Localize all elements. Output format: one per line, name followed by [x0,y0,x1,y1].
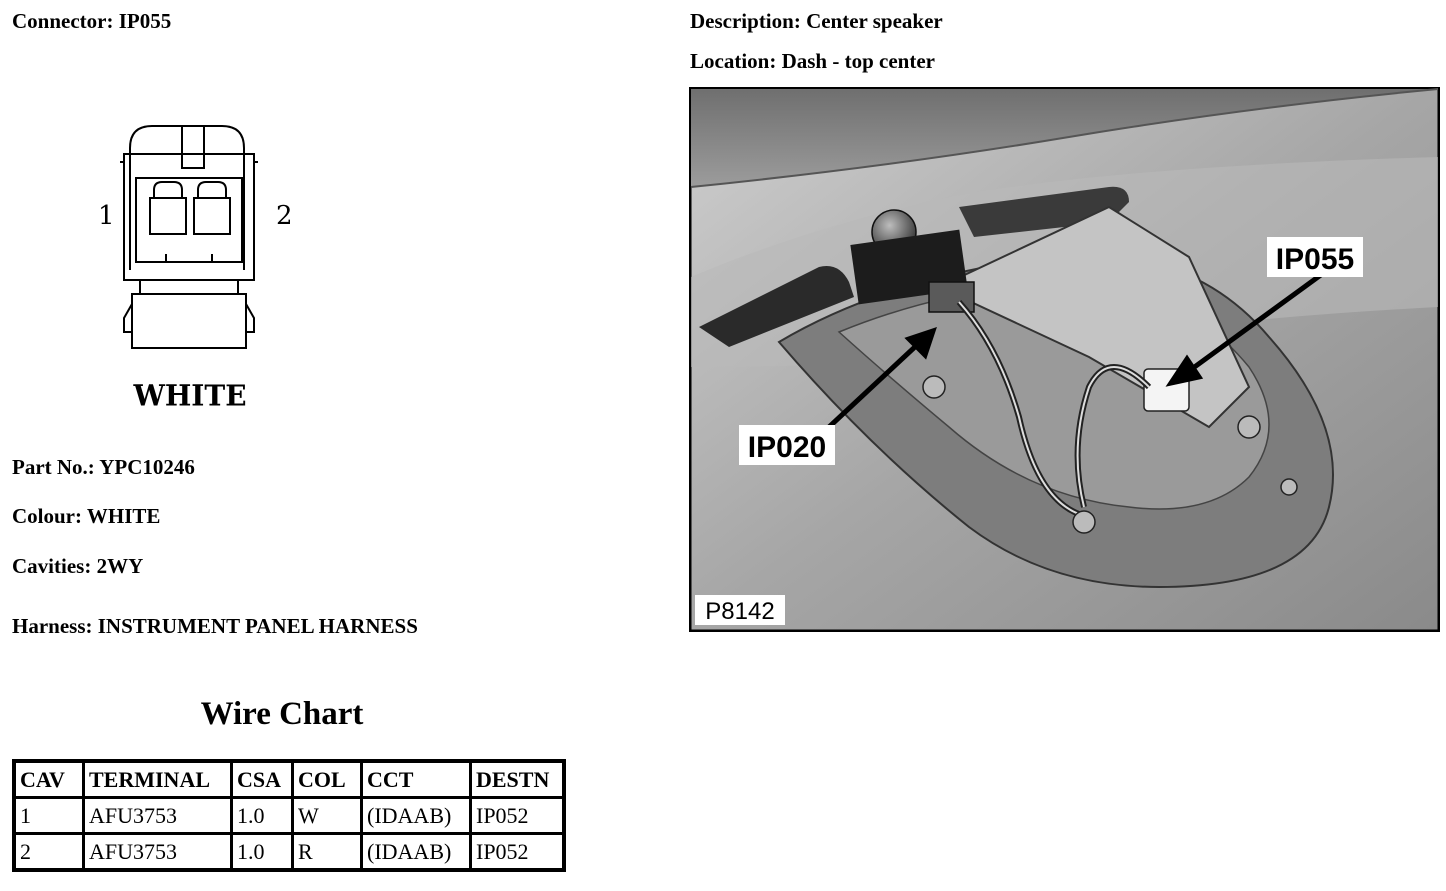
connector-diagram [80,118,320,408]
header-col: COL [293,761,362,798]
cell-terminal: AFU3753 [84,834,232,871]
cell-terminal: AFU3753 [84,798,232,834]
callout-ip020-text: IP020 [747,431,827,464]
location-photo [689,87,1440,632]
callout-ip055-text: IP055 [1275,243,1355,276]
cavities-label: Cavities: 2WY [12,554,144,578]
description-label: Description: Center speaker [690,9,943,33]
callout-ip055 [1267,237,1363,277]
callout-ip020 [739,425,835,465]
figure-id-text: P8142 [705,598,775,625]
cell-col: R [293,834,362,871]
wire-chart-title: Wire Chart [200,696,364,732]
part-number-label: Part No.: YPC10246 [12,455,195,479]
cell-destn: IP052 [471,834,565,871]
header-cav: CAV [14,761,84,798]
header-cct: CCT [362,761,471,798]
pin-2-label: 2 [276,201,293,231]
wire-chart-table [12,759,566,872]
table-row [14,834,564,871]
cell-destn: IP052 [471,798,565,834]
cell-cct: (IDAAB) [362,834,471,871]
colour-label: Colour: WHITE [12,504,161,528]
diagram-colour-label: WHITE [133,378,247,408]
header-csa: CSA [232,761,293,798]
harness-label: Harness: INSTRUMENT PANEL HARNESS [12,614,418,638]
header-destn: DESTN [471,761,565,798]
cell-csa: 1.0 [232,798,293,834]
cell-cct: (IDAAB) [362,798,471,834]
cell-csa: 1.0 [232,834,293,871]
cell-cav: 2 [14,834,84,871]
cell-col: W [293,798,362,834]
table-row [14,798,564,834]
header-terminal: TERMINAL [84,761,232,798]
table-header-row [14,761,564,798]
figure-id [695,595,785,625]
pin-1-label: 1 [98,201,115,231]
cell-cav: 1 [14,798,84,834]
connector-label: Connector: IP055 [12,9,172,33]
location-label: Location: Dash - top center [690,49,935,73]
